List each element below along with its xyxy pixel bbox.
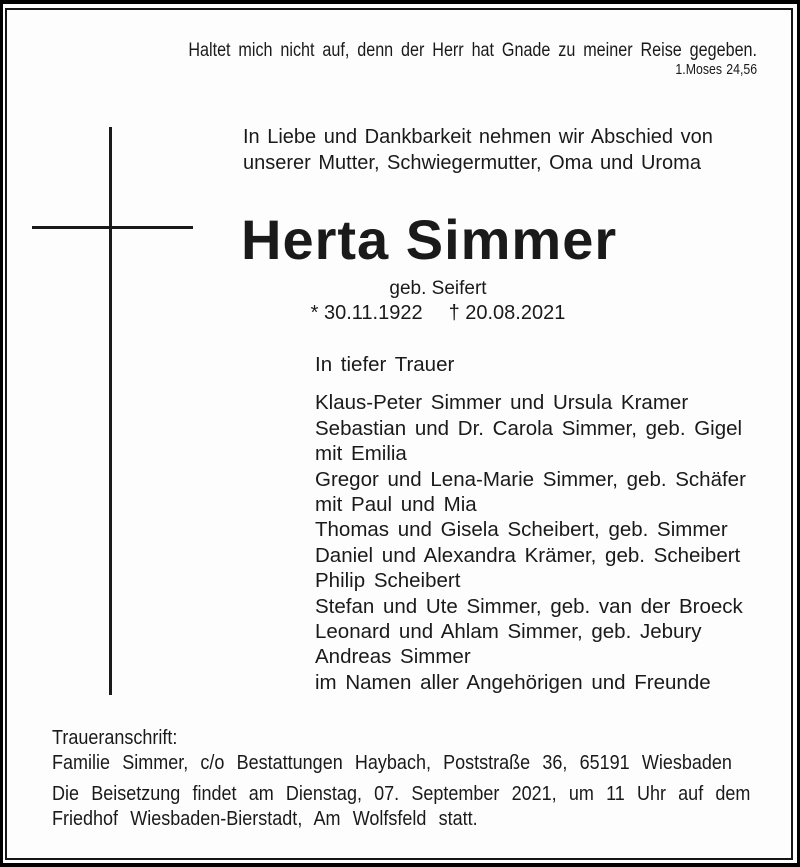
birth-date: * 30.11.1922 — [310, 302, 423, 324]
address-line: Familie Simmer, c/o Bestattungen Haybach, Poststraße 36, 65191 Wiesbaden — [52, 751, 732, 774]
mourner-name: Andreas Simmer — [315, 645, 471, 669]
death-date: † 20.08.2021 — [448, 302, 566, 324]
funeral-info — [52, 782, 800, 831]
mourner-name: mit Paul und Mia — [315, 493, 477, 517]
mourner-name: Sebastian und Dr. Carola Simmer, geb. Gigel — [315, 416, 743, 440]
mourners-list — [315, 390, 746, 695]
intro-line-1: In Liebe und Dankbarkeit nehmen wir Abschied von — [243, 126, 713, 148]
footer-block — [52, 726, 800, 831]
bible-quote-block — [88, 40, 757, 79]
deceased-name: Herta Simmer — [241, 208, 618, 271]
mourner-name: im Namen aller Angehörigen und Freunde — [315, 670, 711, 694]
cross-icon-bar — [32, 226, 193, 229]
mourner-name: Gregor und Lena-Marie Simmer, geb. Schäfer — [315, 467, 746, 491]
mourner-name: Stefan und Ute Simmer, geb. van der Broeck — [315, 594, 743, 618]
intro-text — [243, 124, 713, 176]
mourners-block — [315, 352, 746, 695]
maiden-name: geb. Seifert — [389, 278, 487, 299]
mourner-name: Klaus-Peter Simmer und Ursula Kramer — [315, 391, 689, 415]
mourner-name: Philip Scheibert — [315, 569, 461, 593]
intro-line-2: unserer Mutter, Schwiegermutter, Oma und Uroma — [243, 152, 701, 174]
funeral-info-line-2: Friedhof Wiesbaden-Bierstadt, Am Wolfsfeld statt. — [52, 807, 478, 830]
mourner-name: Leonard und Ahlam Simmer, geb. Jebury — [315, 620, 702, 644]
bible-quote: Haltet mich nicht auf, denn der Herr hat Gnade zu meiner Reise gegeben. — [188, 40, 757, 61]
life-dates — [243, 302, 633, 324]
mourner-name: mit Emilia — [315, 442, 407, 466]
cross-icon — [109, 127, 112, 695]
mourner-name: Thomas und Gisela Scheibert, geb. Simmer — [315, 518, 728, 542]
funeral-info-line-1: Die Beisetzung findet am Dienstag, 07. September 2021, um 11 Uhr auf dem — [52, 783, 751, 805]
quote-attribution: 1.Moses 24,56 — [675, 62, 757, 78]
address-label: Traueranschrift: — [52, 727, 178, 749]
mourner-name: Daniel und Alexandra Krämer, geb. Scheibert — [315, 543, 741, 567]
mourners-heading: In tiefer Trauer — [315, 353, 455, 376]
